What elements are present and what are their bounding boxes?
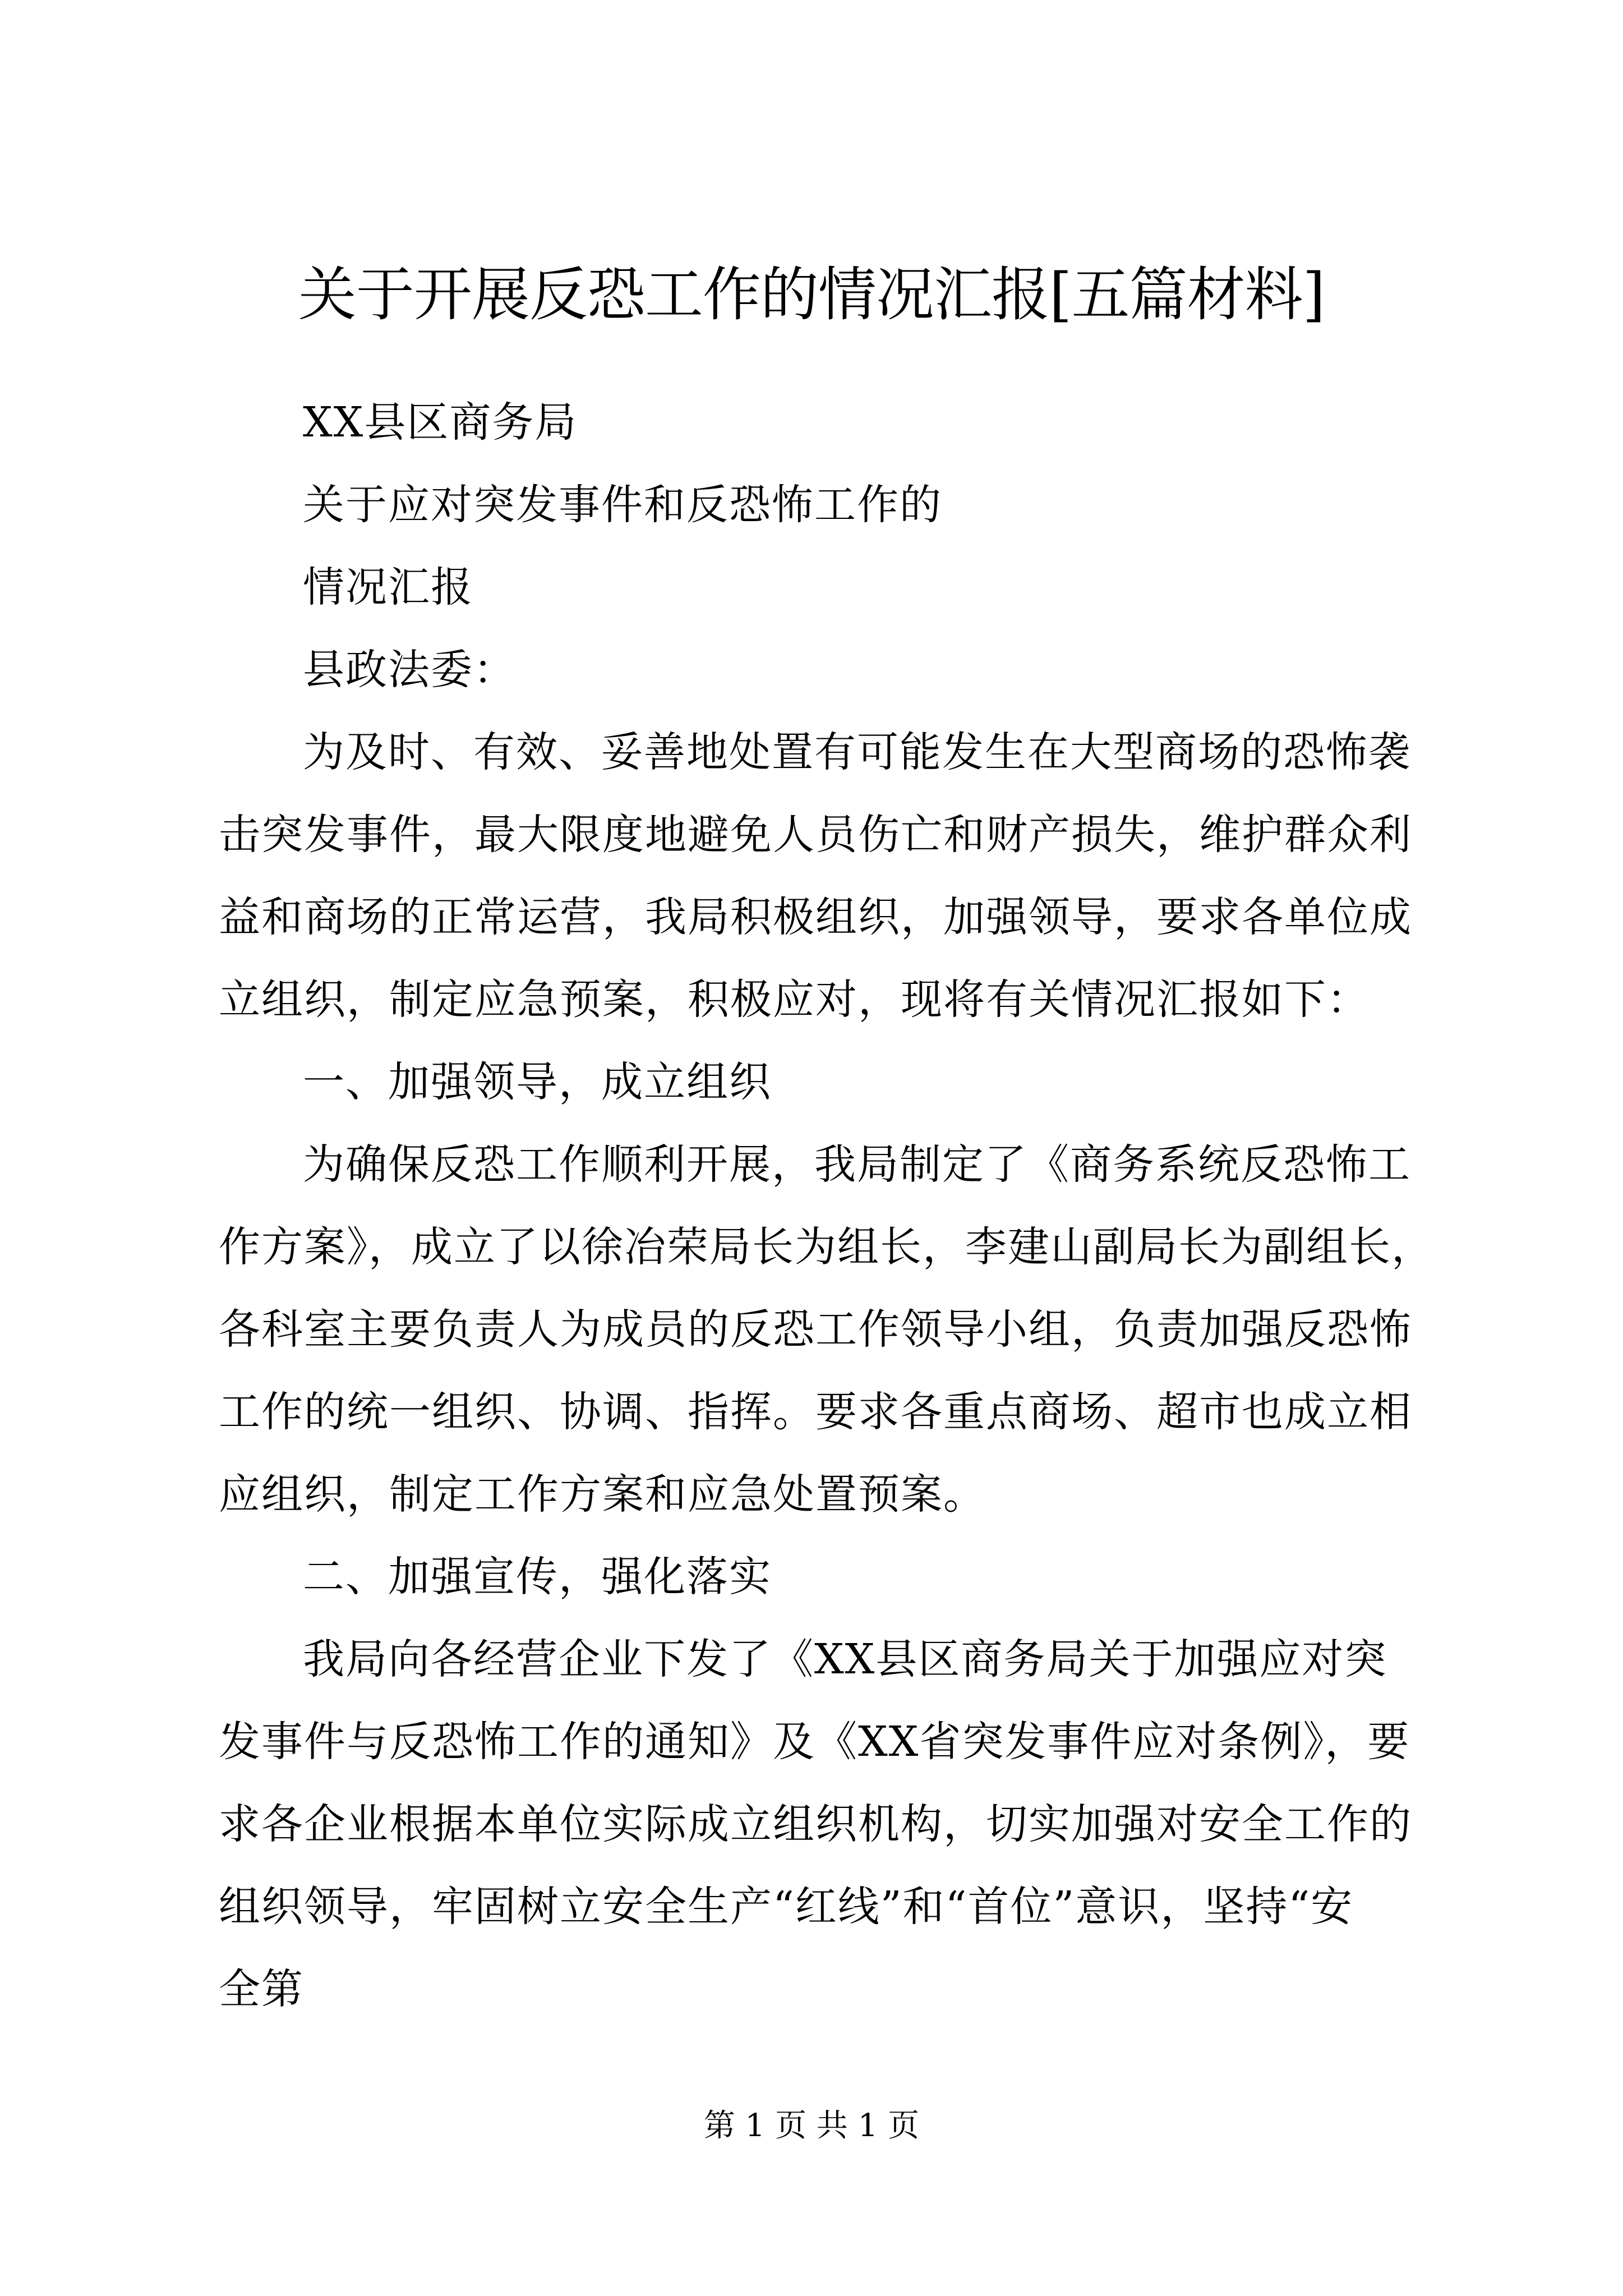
page-footer: 第 1 页 共 1 页 — [703, 2108, 920, 2144]
body-line: 发事件与反恐怖工作的通知》及《XX省突发事件应对条例》，要 — [219, 1718, 1410, 1766]
body-line: 立组织，制定应急预案，积极应对，现将有关情况汇报如下： — [219, 976, 1370, 1024]
body-line: 组织领导，牢固树立安全生产“红线”和“首位”意识，坚持“安 — [219, 1883, 1354, 1931]
body-line: 击突发事件，最大限度地避免人员伤亡和财产损失，维护群众利 — [219, 811, 1412, 859]
body-line: 为及时、有效、妥善地处置有可能发生在大型商场的恐怖袭 — [303, 728, 1411, 776]
document-title: 关于开展反恐工作的情况汇报[五篇材料] — [298, 260, 1325, 329]
body-line: 一、加强领导，成立组织 — [303, 1058, 772, 1106]
document-body — [219, 381, 1434, 2031]
body-line: 求各企业根据本单位实际成立组织机构，切实加强对安全工作的 — [219, 1800, 1412, 1848]
body-line: 为确保反恐工作顺利开展，我局制定了《商务系统反恐怖工 — [303, 1140, 1411, 1189]
body-line: 作方案》，成立了以徐冶荣局长为组长，李建山副局长为副组长， — [219, 1223, 1434, 1271]
body-line: 各科室主要负责人为成员的反恐工作领导小组，负责加强反恐怖 — [219, 1305, 1412, 1354]
body-line: 县政法委： — [303, 646, 516, 694]
body-line: XX县区商务局 — [303, 398, 578, 447]
body-line: 工作的统一组织、协调、指挥。要求各重点商场、超市也成立相 — [219, 1388, 1412, 1436]
body-line: 情况汇报 — [303, 563, 473, 611]
body-line: 益和商场的正常运营，我局积极组织，加强领导，要求各单位成 — [219, 893, 1412, 941]
body-line: 应组织，制定工作方案和应急处置预案。 — [219, 1470, 986, 1519]
body-line: 全第 — [219, 1965, 304, 2013]
body-line: 二、加强宣传，强化落实 — [303, 1553, 772, 1601]
body-line: 我局向各经营企业下发了《XX县区商务局关于加强应对突 — [303, 1635, 1387, 1683]
body-line: 关于应对突发事件和反恐怖工作的 — [303, 481, 942, 529]
